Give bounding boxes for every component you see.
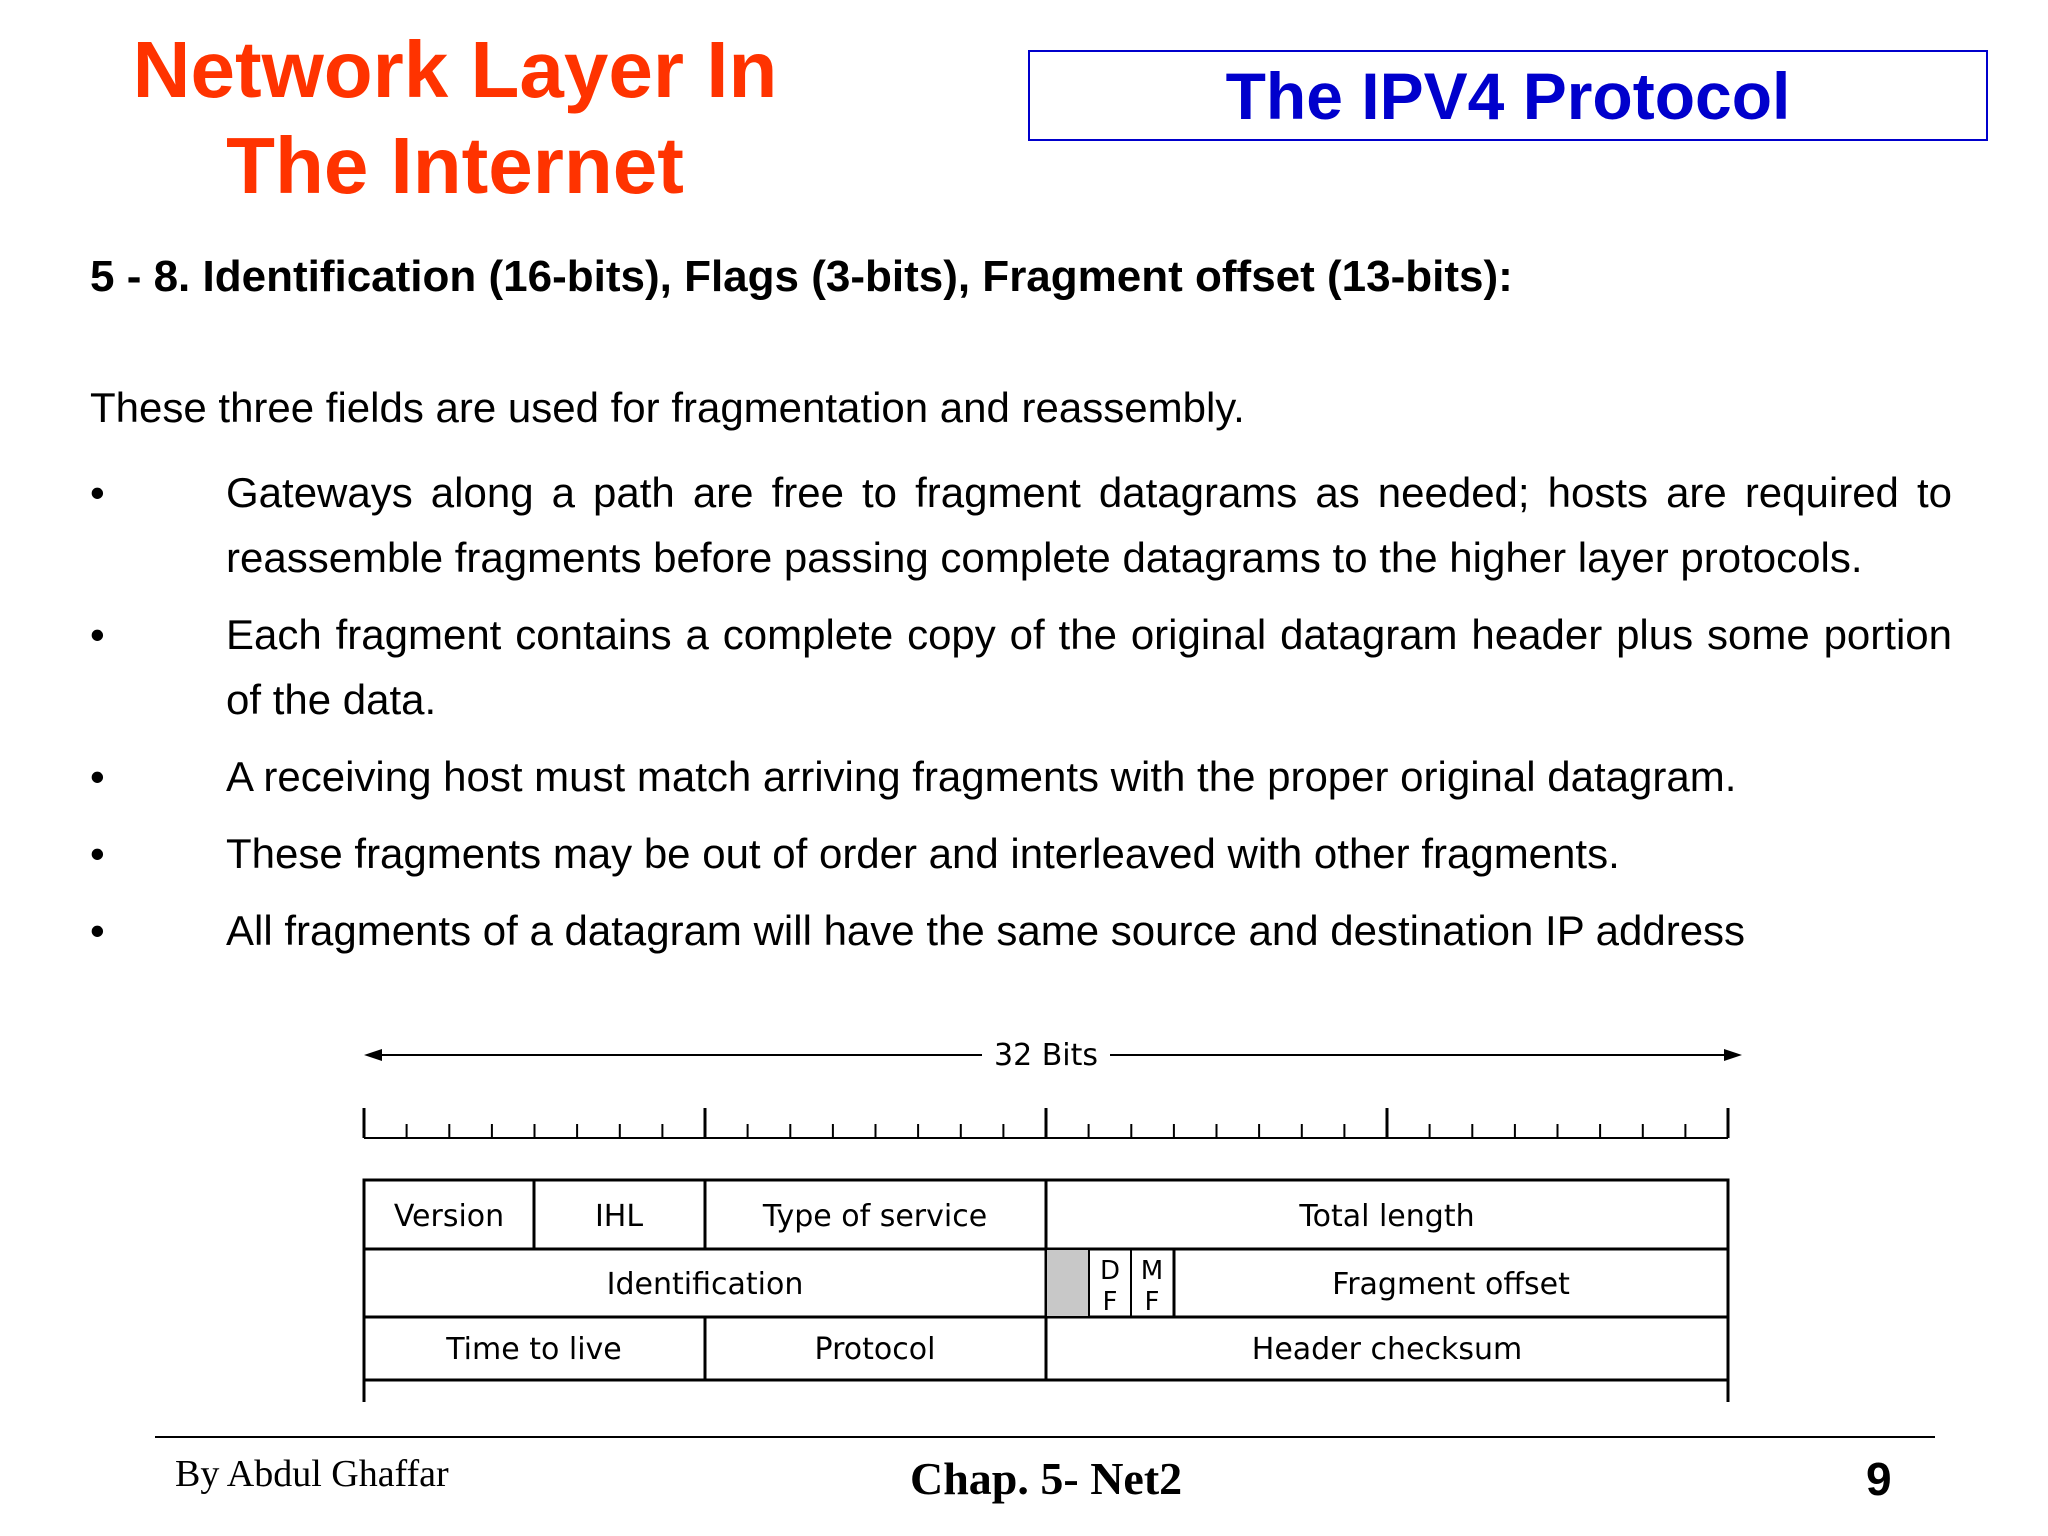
list-item-text: These fragments may be out of order and interleaved with other fragments. [226, 830, 1620, 877]
flag-mf-top: M [1140, 1256, 1164, 1286]
bullet-icon: • [90, 611, 105, 658]
flag-mf-bottom: F [1144, 1287, 1160, 1317]
list-item [90, 460, 1952, 590]
list-item-text: Each fragment contains a complete copy of the original datagram header plus some portion of the data. [226, 611, 1952, 723]
list-item [90, 821, 1952, 886]
field-protocol: Protocol [814, 1332, 936, 1367]
flag-df-bottom: F [1102, 1287, 1118, 1317]
page-number: 9 [1866, 1453, 1892, 1505]
field-time-to-live: Time to live [446, 1332, 622, 1367]
bullet-icon: • [90, 830, 105, 877]
slide-title-line-1: Network Layer In [132, 25, 778, 114]
list-item-text: Gateways along a path are free to fragment datagrams as needed; hosts are required to reassemble fragments before passing complete datagrams to the higher layer protocols. [226, 469, 1952, 581]
bit-ruler [364, 1108, 1728, 1138]
field-type-of-service: Type of service [762, 1199, 988, 1234]
list-item-text: All fragments of a datagram will have the same source and destination IP address [226, 907, 1746, 954]
list-item [90, 898, 1952, 963]
footer-divider [155, 1436, 1935, 1438]
field-version: Version [393, 1199, 505, 1234]
topic-label: The IPV4 Protocol [1225, 58, 1791, 133]
arrow-right-icon [1724, 1049, 1742, 1061]
intro-text: These three fields are used for fragmentation and reassembly. [90, 384, 1245, 431]
bit-width-label: 32 Bits [993, 1038, 1099, 1073]
footer-chapter: Chap. 5- Net2 [910, 1453, 1183, 1504]
slide-title-line-2: The Internet [226, 121, 684, 210]
section-heading: 5 - 8. Identification (16-bits), Flags (3-bits), Fragment offset (13-bits): [90, 252, 1513, 301]
bullet-list [90, 460, 1952, 975]
bullet-icon: • [90, 907, 105, 954]
list-item [90, 744, 1952, 809]
ipv4-header-diagram [360, 1030, 1750, 1410]
slide-title [100, 22, 810, 214]
list-item [90, 602, 1952, 732]
footer-author: By Abdul Ghaffar [175, 1453, 449, 1495]
field-total-length: Total length [1299, 1199, 1475, 1234]
bit-width-arrow [364, 1038, 1742, 1073]
topic-box [1028, 50, 1988, 141]
bullet-icon: • [90, 469, 105, 516]
field-header-checksum: Header checksum [1251, 1332, 1523, 1367]
field-fragment-offset: Fragment offset [1332, 1267, 1570, 1302]
field-identification: Identification [606, 1267, 804, 1302]
field-ihl: IHL [594, 1199, 644, 1234]
list-item-text: A receiving host must match arriving fragments with the proper original datagram. [226, 753, 1737, 800]
flag-df-top: D [1099, 1256, 1121, 1286]
bullet-icon: • [90, 753, 105, 800]
arrow-left-icon [364, 1049, 382, 1061]
